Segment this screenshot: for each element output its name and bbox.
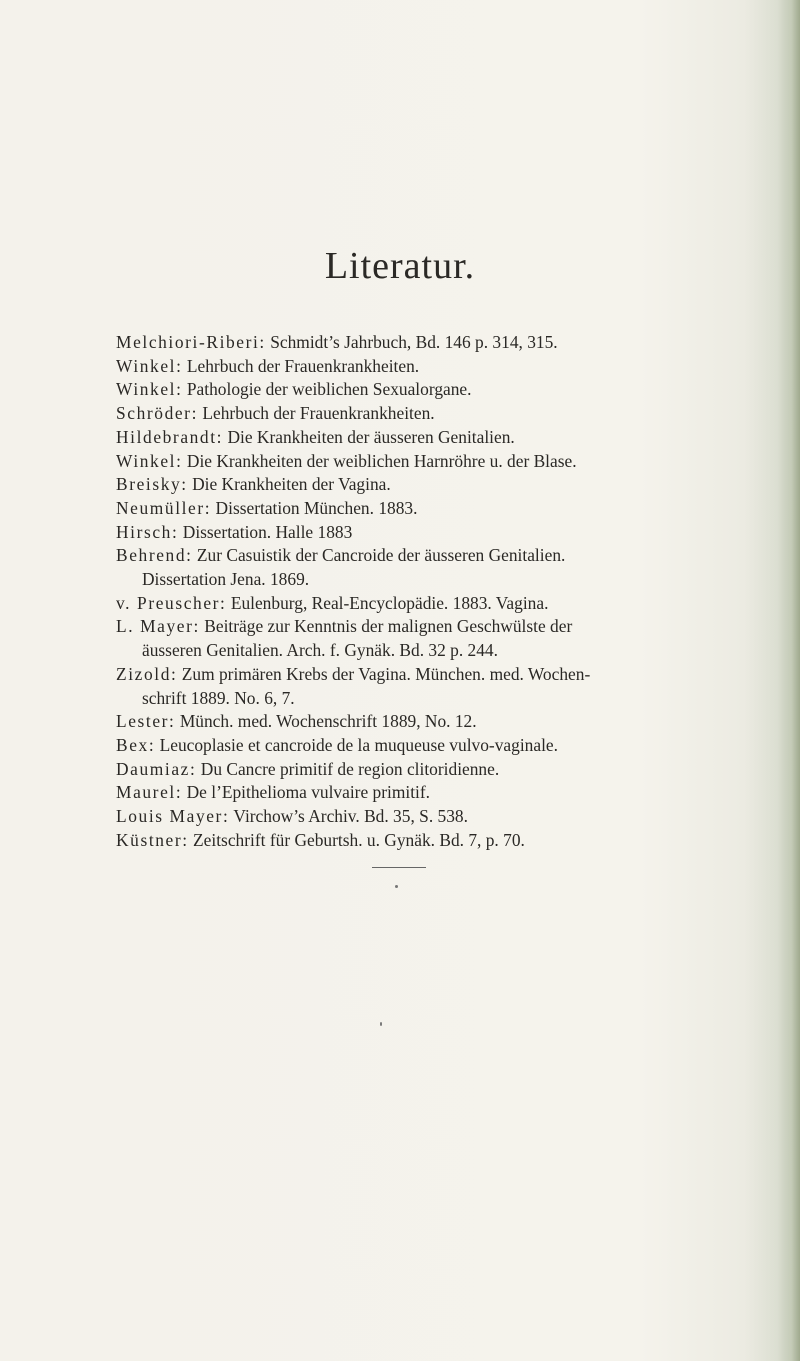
- reference-item: [116, 355, 776, 379]
- reference-continuation: Dissertation Jena. 1869.: [142, 569, 310, 590]
- reference-text: Lehrbuch der Frauenkrankheiten.: [182, 355, 420, 376]
- reference-continuation: schrift 1889. No. 6, 7.: [142, 687, 295, 708]
- reference-text: De l’Epithelioma vulvaire primitif.: [182, 782, 431, 803]
- reference-item: [116, 331, 776, 355]
- ink-speck: [395, 885, 398, 888]
- reference-item: [116, 497, 776, 521]
- reference-item: [116, 426, 776, 450]
- reference-author: Winkel:: [116, 355, 183, 376]
- reference-list: [116, 331, 776, 852]
- reference-item: [116, 734, 776, 758]
- reference-author: Louis Mayer:: [116, 806, 230, 827]
- reference-author: L. Mayer:: [116, 616, 200, 637]
- reference-text: Zur Casuistik der Cancroide der äusseren Genitalien.: [192, 545, 566, 566]
- reference-text: Virchow’s Archiv. Bd. 35, S. 538.: [229, 806, 468, 827]
- reference-text: Dissertation München. 1883.: [211, 497, 418, 518]
- reference-item: [116, 378, 776, 402]
- reference-continuation: äusseren Genitalien. Arch. f. Gynäk. Bd. 32 p. 244.: [142, 640, 498, 661]
- reference-item: [116, 805, 776, 829]
- reference-item: [116, 402, 776, 426]
- reference-text: Zeitschrift für Geburtsh. u. Gynäk. Bd. 7, p. 70.: [188, 829, 525, 850]
- reference-item: [116, 710, 776, 734]
- reference-author: Winkel:: [116, 379, 183, 400]
- reference-author: Hildebrandt:: [116, 426, 224, 447]
- reference-item: [116, 615, 776, 662]
- page-title: Literatur.: [324, 245, 476, 287]
- reference-author: Zizold:: [116, 663, 178, 684]
- reference-author: Behrend:: [116, 545, 193, 566]
- reference-text: Zum primären Krebs der Vagina. München. med. Wochen-: [177, 663, 591, 684]
- page-edge-shadow: [778, 0, 800, 1361]
- reference-text: Eulenburg, Real-Encyclopädie. 1883. Vagina.: [226, 592, 549, 613]
- reference-author: Neumüller:: [116, 497, 212, 518]
- reference-author: Maurel:: [116, 782, 183, 803]
- ink-speck: [380, 1022, 382, 1026]
- reference-text: Die Krankheiten der weiblichen Harnröhre u. der Blase.: [182, 450, 577, 471]
- reference-author: Lester:: [116, 711, 176, 732]
- reference-author: Schröder:: [116, 403, 199, 424]
- reference-text: Beiträge zur Kenntnis der malignen Geschwülste der: [199, 616, 573, 637]
- reference-text: Münch. med. Wochenschrift 1889, No. 12.: [175, 711, 477, 732]
- reference-author: Winkel:: [116, 450, 183, 471]
- reference-text: Die Krankheiten der Vagina.: [187, 474, 391, 495]
- reference-item: [116, 663, 776, 710]
- reference-author: Bex:: [116, 734, 156, 755]
- reference-item: [116, 473, 776, 497]
- reference-text: Lehrbuch der Frauenkrankheiten.: [198, 403, 435, 424]
- reference-item: [116, 450, 776, 474]
- reference-text: Dissertation. Halle 1883: [178, 521, 353, 542]
- reference-author: Küstner:: [116, 829, 189, 850]
- end-rule: [372, 867, 426, 868]
- reference-author: Daumiaz:: [116, 758, 197, 779]
- reference-author: v. Preuscher:: [116, 592, 227, 613]
- reference-author: Hirsch:: [116, 521, 179, 542]
- reference-item: [116, 829, 776, 853]
- reference-text: Schmidt’s Jahrbuch, Bd. 146 p. 314, 315.: [265, 332, 558, 352]
- reference-item: [116, 781, 776, 805]
- reference-author: Breisky:: [116, 474, 188, 495]
- reference-item: [116, 592, 776, 616]
- reference-text: Leucoplasie et cancroide de la muqueuse vulvo-vaginale.: [155, 734, 558, 755]
- reference-author: Melchiori-Riberi:: [116, 332, 266, 352]
- reference-item: [116, 758, 776, 782]
- reference-text: Du Cancre primitif de region clitoridienne.: [196, 758, 500, 779]
- reference-text: Pathologie der weiblichen Sexualorgane.: [182, 379, 472, 400]
- reference-item: [116, 521, 776, 545]
- reference-text: Die Krankheiten der äusseren Genitalien.: [223, 426, 515, 447]
- reference-item: [116, 544, 776, 591]
